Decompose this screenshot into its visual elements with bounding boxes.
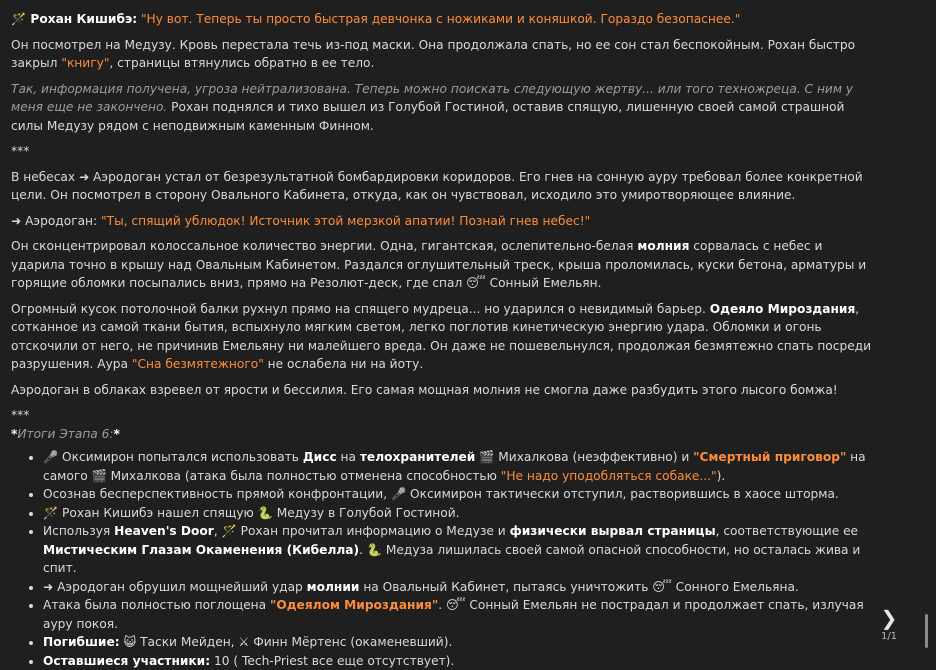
paragraph-lightning: Он сконцентрировал колоссальное количество энергии. Одна, гигантская, ослепительно-белая молния сорвалась с небес и ударила точно в крышу над Овальным Кабинетом. Раздался оглушительный треск, крыша проломилась, куски бетона, арматуры и горящие обломки посыпались вниз, прямо на Резолют-деск, где спал 😴 Сонный Емельян. — [11, 237, 877, 293]
paragraph-barrier: Огромный кусок потолочной балки рухнул прямо на спящего мудреца... но ударился о невидимый барьер. Одеяло Мироздания, сотканное из самой ткани бытия, вспыхнуло мягким светом, легко поглотив кинетическую энергию удара. Обломки и огонь отскочили от него, не причинив Емельяну ни малейшего вреда. Он даже не пошевельнулся, продолжая безмятежно спать посреди разрушения. Аура "Сна безмятежного" не ослабела ни на йоту. — [11, 300, 877, 374]
paragraph-aerodogan-speech — [11, 212, 877, 231]
section-separator: *** — [11, 142, 877, 161]
thought-text: Так, информация получена, угроза нейтрализована. Теперь можно поискать следующую жертву... или того техножреца. С ним у меня еще не закончено. — [11, 82, 853, 115]
page-indicator: 1/1 — [881, 631, 897, 642]
chevron-right-icon[interactable]: ❯ — [876, 608, 902, 628]
list-item: • Атака была полностью поглощена "Одеялом Мироздания". 😴 Сонный Емельян не пострадал и продолжает спать, излучая ауру покоя. — [43, 596, 877, 633]
list-item: • 🎤 Оксимирон попытался использовать Дисс на телохранителей 🎬 Михалкова (неэффективно) и "Смертный приговор" на самого 🎬 Михалкова (атака была полностью отменена способностью "Не надо уподобляться собаке..."). — [43, 448, 877, 485]
speaker-rohan: 🪄 Рохан Кишибэ: — [11, 12, 137, 26]
scrollbar[interactable] — [925, 614, 928, 648]
paragraph-aerodogan-intro: В небесах ➜ Аэродоган устал от безрезультатной бомбардировки коридоров. Его гнев на сонную ауру требовал более конкретной цели. Он посмотрел в сторону Овального Кабинета, откуда, как он чувствовал, исходило это умиротворяющее влияние. — [11, 168, 877, 205]
message-pager — [876, 608, 902, 647]
section-separator: *** — [11, 406, 877, 425]
speaker-aerodogan: ➜ Аэродоган: — [11, 214, 97, 228]
list-item: • ➜ Аэродоган обрушил мощнейший удар молнии на Овальный Кабинет, пытаясь уничтожить 😴 Сонного Емельяна. — [43, 578, 877, 597]
list-item: • Осознав бесперспективность прямой конфронтации, 🎤 Оксимирон тактически отступил, растворившись в хаосе шторма. — [43, 485, 877, 504]
quote-rohan: "Ну вот. Теперь ты просто быстрая девчонка с ножиками и коняшкой. Гораздо безопаснее." — [141, 12, 740, 26]
list-item: • Оставшиеся участники: 10 ( Tech-Priest все еще отсутствует). — [43, 652, 877, 670]
list-item: • 🪄 Рохан Кишибэ нашел спящую 🐍 Медузу в Голубой Гостиной. — [43, 504, 877, 523]
book-term: "книгу" — [61, 56, 109, 70]
summary-title: *Итоги Этапа 6:* — [11, 425, 877, 444]
paragraph-book-close: Он посмотрел на Медузу. Кровь перестала течь из-под маски. Она продолжала спать, но ее сон стал беспокойным. Рохан быстро закрыл "книгу", страницы втянулись обратно в ее тело. — [11, 36, 877, 73]
quote-aerodogan: "Ты, спящий ублюдок! Источник этой мерзкой апатии! Познай гнев небес!" — [101, 214, 590, 228]
list-item: • Используя Heaven's Door, 🪄 Рохан прочитал информацию о Медузе и физически вырвал страницы, соответствующие ее Мистическим Глазам Окаменения (Кибелла). 🐍 Медуза лишилась своей самой опасной способности, но осталась жива и спит. — [43, 522, 877, 578]
paragraph-rohan-thoughts: Так, информация получена, угроза нейтрализована. Теперь можно поискать следующую жертву... или того техножреца. С ним у меня еще не закончено. Рохан поднялся и тихо вышел из Голубой Гостиной, оставив спящую, лишенную своей самой страшной силы Медузу рядом с неподвижным каменным Финном. — [11, 80, 877, 136]
message-content — [11, 10, 877, 670]
summary-list — [11, 448, 877, 670]
list-item: • Погибшие: 😺 Таски Мейден, ⚔ Финн Мёртенс (окаменевший). — [43, 633, 877, 652]
paragraph-rohan-speech — [11, 10, 877, 29]
paragraph-aerodogan-rage: Аэродоган в облаках взревел от ярости и бессилия. Его самая мощная молния не смогла даже разбудить этого лысого бомжа! — [11, 381, 877, 400]
